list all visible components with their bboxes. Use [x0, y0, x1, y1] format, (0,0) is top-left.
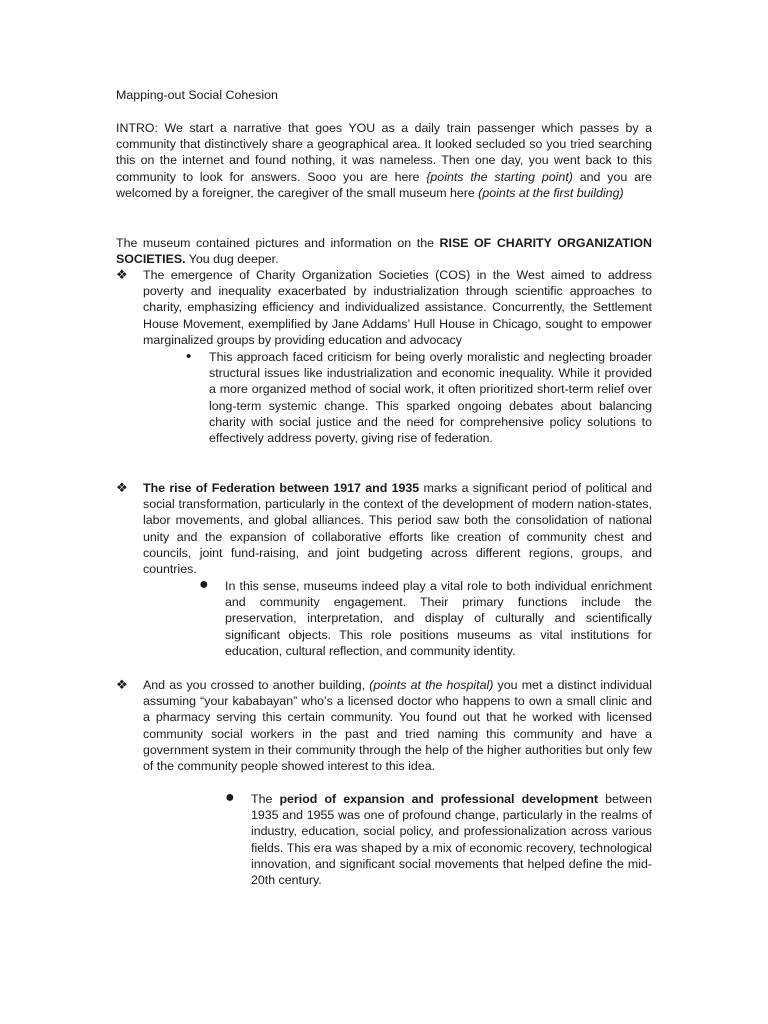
hospital-text-2: you met a distinct individual assuming “your kababayan” who’s a licensed doctor who happens to own a small clinic and a pharmacy serving this certain community. You found out that he worked with licensed community social workers in the past and tried naming this community and have a government system in their community through the help of the higher authorities but only few of the community people showed interest to this idea.	[143, 678, 653, 774]
federation-text: marks a significant period of political and social transformation, particularly in the context of the development of modern nation-states, labor movements, and global alliances. This period saw both the consolidation of national unity and the expansion of collaborative efforts like creation of community chest and councils, joint fund-raising, and joint budgeting across different regions, groups, and countries.	[143, 481, 652, 577]
sub-bullet-criticism: This approach faced criticism for being overly moralistic and neglecting broader structural issues like industrialization and economic inequality. While it provided a more organized method of social work, it often prioritized short-term relief over long-term systemic change. This sparked ongoing debates about balancing charity with social justice and the need for comprehensive policy solutions to effectively address poverty, giving rise of federation.	[209, 350, 652, 446]
expansion-text-2: between 1935 and 1955 was one of profound change, particularly in the realms of industry, education, social policy, and professionalization across various fields. This era was shaped by a mix of economic recovery, technological innovation, and significant social movements that helped define the mid-20th century.	[251, 792, 652, 888]
expansion-bold: period of expansion and professional development	[279, 792, 599, 806]
intro-text-2: and you are welcomed by a foreigner, the caregiver of the small museum here	[116, 169, 652, 200]
round-bullet-icon: •	[186, 348, 192, 365]
bullet-federation	[143, 480, 652, 577]
round-bullet-icon: ●	[225, 789, 235, 806]
museum-text-1: The museum contained pictures and information on the	[116, 236, 440, 250]
diamond-bullet-icon: ❖	[116, 677, 128, 692]
hospital-italic: (points at the hospital)	[369, 678, 494, 692]
document-title: Mapping-out Social Cohesion	[116, 88, 278, 102]
bullet-cos: The emergence of Charity Organization Societies (COS) in the West aimed to address poverty and inequality exacerbated by industrialization through scientific approaches to charity, emphasizing efficiency and individualized assistance. Concurrently, the Settlement House Movement, exemplified by Jane Addams’ Hull House in Chicago, sought to empower marginalized groups by providing education and advocacy	[143, 268, 652, 347]
intro-italic-2: (points at the first building)	[478, 185, 624, 200]
diamond-bullet-icon: ❖	[116, 480, 128, 495]
federation-bold: The rise of Federation between 1917 and 1935	[143, 481, 420, 495]
bullet-hospital	[143, 677, 652, 774]
museum-paragraph	[116, 235, 652, 267]
round-bullet-icon: ●	[199, 576, 209, 593]
museum-text-2: You dug deeper.	[185, 252, 279, 267]
sub-bullet-expansion	[251, 791, 652, 888]
intro-italic-1: {points the starting point)	[426, 169, 573, 184]
intro-paragraph	[116, 120, 652, 201]
diamond-bullet-icon: ❖	[116, 267, 128, 282]
museum-bold: RISE OF CHARITY ORGANIZATION SOCIETIES.	[116, 236, 652, 267]
intro-text-1: INTRO: We start a narrative that goes YOU as a daily train passenger which passes by a community that distinctively share a geographical area. It looked secluded so you tried searching this on the internet and found nothing, it was nameless. Then one day, you went back to this community to look for answers. Sooo you are here	[116, 121, 652, 184]
hospital-text-1: And as you crossed to another building,	[143, 678, 370, 692]
expansion-text-1: The	[251, 792, 280, 806]
sub-bullet-museums: In this sense, museums indeed play a vital role to both individual enrichment and community engagement. Their primary functions include the preservation, interpretation, and display of culturally and scientifically significant objects. This role positions museums as vital institutions for education, cultural reflection, and community identity.	[225, 579, 652, 658]
